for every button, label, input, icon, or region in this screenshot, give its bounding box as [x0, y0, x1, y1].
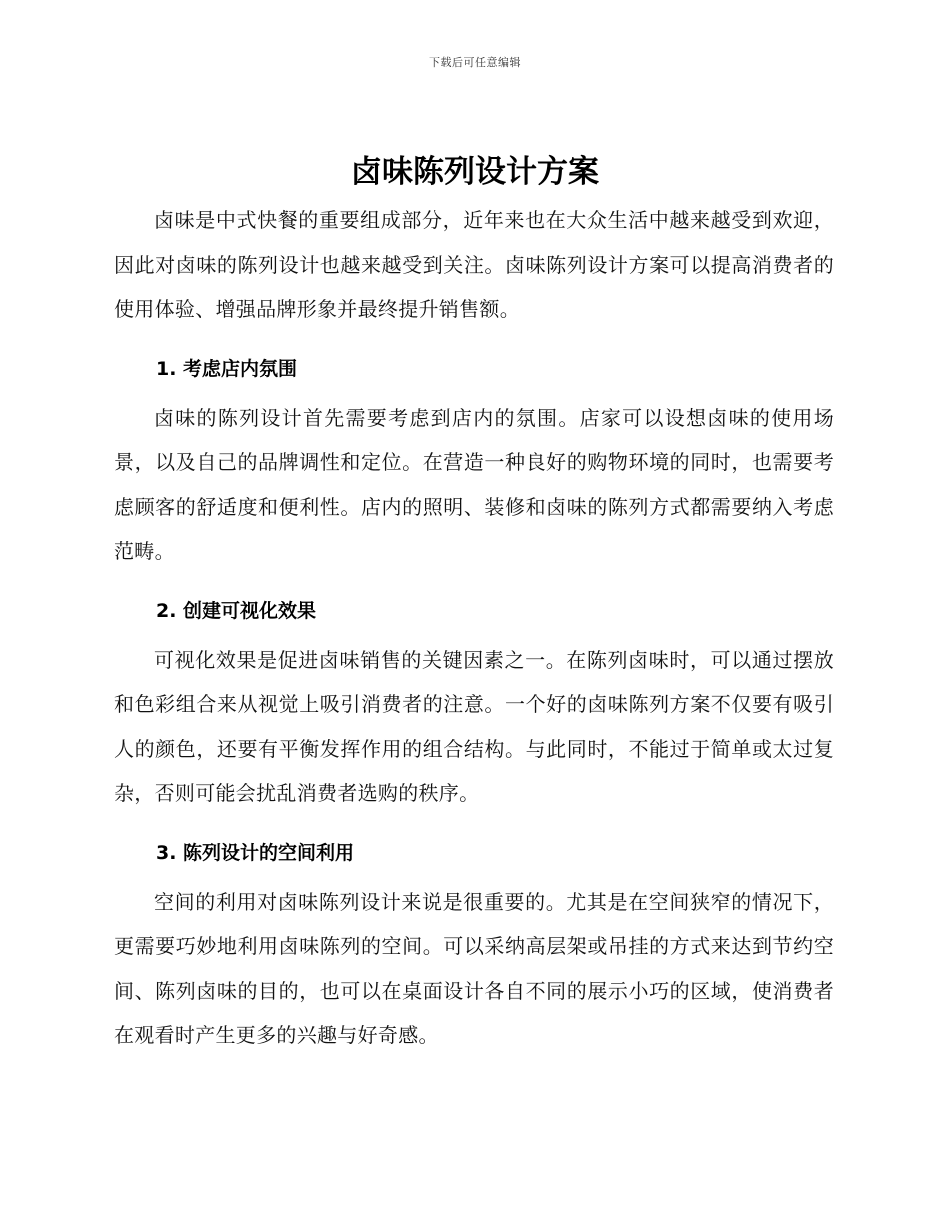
section-heading-1: 1. 考虑店内氛围 [156, 357, 298, 380]
document-title: 卤味陈列设计方案 [351, 154, 599, 190]
document-body [114, 198, 834, 1058]
header-note: 下载后可任意编辑 [429, 56, 521, 69]
section-heading-2: 2. 创建可视化效果 [156, 599, 317, 622]
section-body-1: 卤味的陈列设计首先需要考虑到店内的氛围。店家可以设想卤味的使用场景，以及自己的品牌调性和定位。在营造一种良好的购物环境的同时，也需要考虑顾客的舒适度和便利性。店内的照明、装修和卤味的陈列方式都需要纳入考虑范畴。 [114, 405, 834, 563]
section-body-2: 可视化效果是促进卤味销售的关键因素之一。在陈列卤味时，可以通过摆放和色彩组合来从视觉上吸引消费者的注意。一个好的卤味陈列方案不仅要有吸引人的颜色，还要有平衡发挥作用的组合结构。与此同时，不能过于简单或太过复杂，否则可能会扰乱消费者选购的秩序。 [114, 647, 834, 805]
intro-paragraph: 卤味是中式快餐的重要组成部分，近年来也在大众生活中越来越受到欢迎，因此对卤味的陈列设计也越来越受到关注。卤味陈列设计方案可以提高消费者的使用体验、增强品牌形象并最终提升销售额。 [114, 208, 834, 321]
section-heading-3: 3. 陈列设计的空间利用 [156, 841, 355, 864]
section-body-3: 空间的利用对卤味陈列设计来说是很重要的。尤其是在空间狭窄的情况下，更需要巧妙地利用卤味陈列的空间。可以采纳高层架或吊挂的方式来达到节约空间、陈列卤味的目的，也可以在桌面设计各自不同的展示小巧的区域，使消费者在观看时产生更多的兴趣与好奇感。 [114, 889, 834, 1047]
